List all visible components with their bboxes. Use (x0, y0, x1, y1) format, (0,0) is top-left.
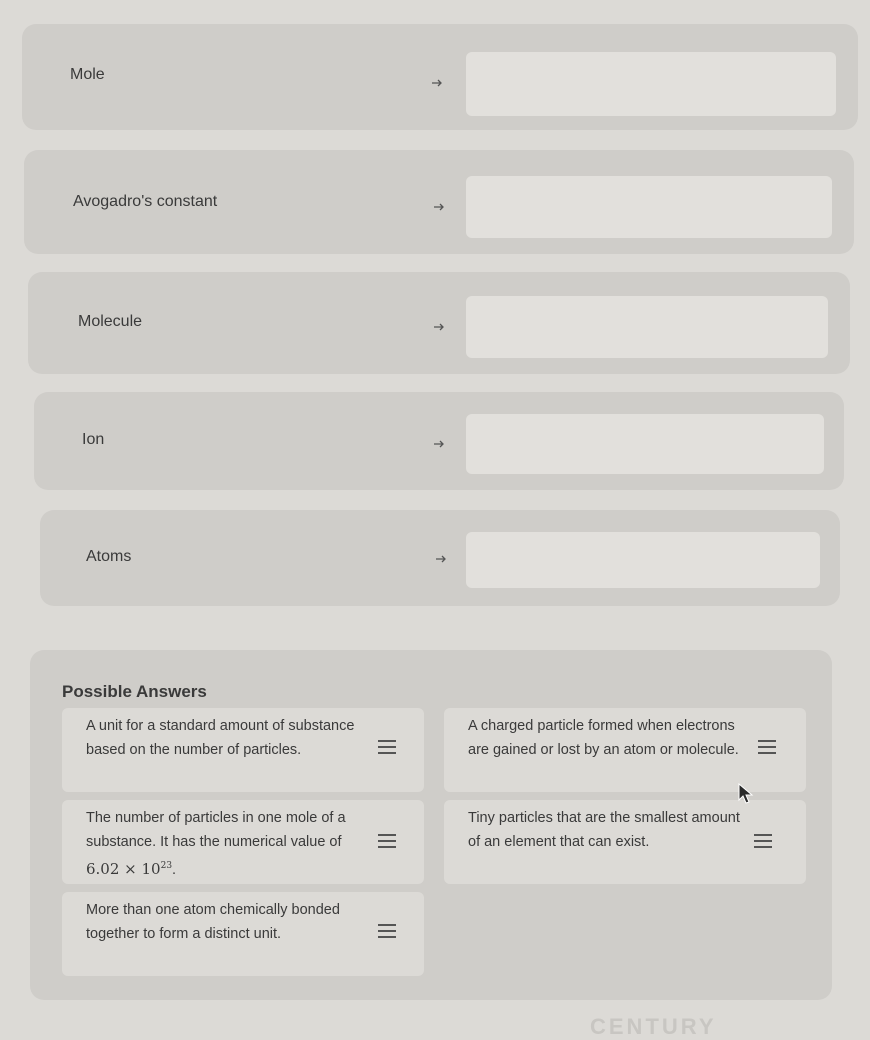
answer-drop-zone[interactable] (466, 414, 824, 474)
term-label: Atoms (86, 548, 132, 565)
drag-handle-icon[interactable] (754, 834, 772, 848)
answer-card-text: A unit for a standard amount of substance based on the number of particles. (86, 718, 355, 758)
answer-card[interactable] (62, 892, 424, 976)
drag-handle-icon[interactable] (378, 740, 396, 754)
answer-card-text: More than one atom chemically bonded together to form a distinct unit. (86, 902, 340, 942)
term-label: Avogadro's constant (73, 193, 218, 210)
answer-card-text: The number of particles in one mole of a substance. It has the numerical value of $6.02 \times 10^{23}$. (86, 810, 346, 878)
arrow-right-icon (432, 320, 446, 334)
arrow-right-icon (432, 200, 446, 214)
scientific-value: $6.02 \times 10^{23}$ (86, 860, 173, 878)
answer-card-text: A charged particle formed when electrons are gained or lost by an atom or molecule. (468, 718, 739, 758)
answer-drop-zone[interactable] (466, 296, 828, 358)
mouse-pointer-icon (738, 783, 754, 810)
drag-handle-icon[interactable] (378, 834, 396, 848)
answer-drop-zone[interactable] (466, 532, 820, 588)
drag-handle-icon[interactable] (378, 924, 396, 938)
answer-card[interactable] (62, 800, 424, 884)
answer-card-text-before: The number of particles in one mole of a substance. It has the numerical value of (86, 810, 346, 850)
term-label: Molecule (78, 313, 143, 330)
answer-card[interactable] (444, 708, 806, 792)
answer-card-text: Tiny particles that are the smallest amount of an element that can exist. (468, 810, 740, 850)
term-label: Mole (70, 66, 105, 83)
arrow-right-icon (430, 76, 444, 90)
answer-card[interactable] (444, 800, 806, 884)
drag-handle-icon[interactable] (758, 740, 776, 754)
answer-drop-zone[interactable] (466, 176, 832, 238)
brand-logo: CENTURY (590, 1014, 717, 1039)
answer-card[interactable] (62, 708, 424, 792)
possible-answers-title: Possible Answers (62, 682, 207, 701)
arrow-right-icon (432, 437, 446, 451)
answer-drop-zone[interactable] (466, 52, 836, 116)
arrow-right-icon (434, 552, 448, 566)
term-label: Ion (82, 431, 105, 448)
